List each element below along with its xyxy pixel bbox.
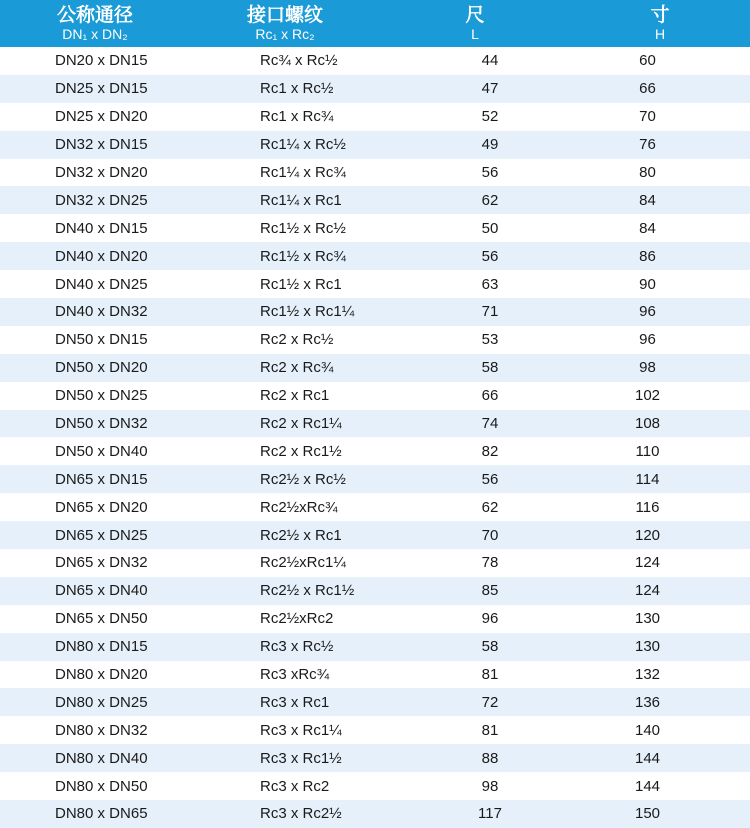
cell-height: 96	[570, 298, 750, 326]
cell-nominal: DN80 x DN40	[0, 744, 190, 772]
cell-length: 74	[380, 410, 570, 438]
table-row	[0, 186, 750, 214]
header-height-sub: H	[654, 25, 666, 42]
cell-length: 96	[481, 610, 499, 628]
cell-nominal: DN32 x DN15	[0, 131, 190, 159]
cell-thread: Rc3 xRc¾	[260, 666, 330, 684]
table-row	[0, 661, 750, 689]
cell-length: 81	[481, 721, 499, 739]
header-thread	[190, 0, 380, 47]
cell-nominal: DN25 x DN20	[55, 108, 148, 126]
table-row	[0, 549, 750, 577]
cell-height: 80	[639, 164, 656, 181]
cell-length: 71	[380, 298, 570, 326]
cell-length: 58	[380, 354, 570, 382]
cell-length: 98	[481, 777, 499, 795]
header-nominal-sub: DN₁ x DN₂	[62, 25, 128, 42]
header-nominal-title: 公称通径	[56, 4, 133, 26]
cell-length: 85	[380, 577, 570, 605]
cell-height: 136	[570, 688, 750, 716]
header-height	[570, 0, 750, 47]
cell-height: 132	[634, 666, 661, 684]
cell-height: 114	[570, 465, 750, 493]
cell-thread: Rc1¼ x Rc½	[190, 131, 380, 159]
cell-nominal: DN50 x DN20	[0, 354, 190, 382]
cell-nominal: DN32 x DN25	[0, 186, 190, 214]
table-row	[0, 437, 750, 465]
cell-thread: Rc1¼ x Rc¾	[260, 164, 346, 181]
cell-nominal: DN50 x DN40	[55, 442, 148, 460]
cell-height: 70	[639, 108, 656, 126]
cell-thread: Rc¾ x Rc½	[260, 52, 338, 70]
cell-length: 44	[481, 52, 499, 70]
table-row	[0, 270, 750, 298]
table-row	[0, 47, 750, 75]
cell-length: 72	[380, 688, 570, 716]
cell-thread: Rc2½ x Rc1	[190, 521, 380, 549]
cell-thread: Rc3 x Rc1¼	[260, 721, 342, 739]
table-row	[0, 493, 750, 521]
cell-nominal: DN40 x DN20	[0, 242, 190, 270]
table-row	[0, 298, 750, 326]
cell-length: 49	[380, 131, 570, 159]
cell-nominal: DN65 x DN32	[55, 554, 148, 572]
cell-length: 56	[380, 242, 570, 270]
cell-nominal: DN80 x DN15	[0, 633, 190, 661]
cell-height: 60	[639, 52, 656, 70]
cell-height: 144	[634, 777, 661, 795]
cell-thread: Rc2½ x Rc1½	[190, 577, 380, 605]
cell-height: 116	[635, 498, 660, 516]
table-row	[0, 772, 750, 800]
cell-height: 102	[634, 387, 661, 405]
table-row	[0, 159, 750, 187]
cell-length: 62	[481, 498, 499, 516]
table-row	[0, 103, 750, 131]
table-row	[0, 354, 750, 382]
cell-thread: Rc1 x Rc½	[190, 75, 380, 103]
table-row	[0, 688, 750, 716]
cell-nominal: DN65 x DN15	[0, 465, 190, 493]
cell-length: 66	[481, 387, 499, 405]
cell-nominal: DN80 x DN50	[55, 777, 148, 795]
cell-length: 58	[380, 633, 570, 661]
cell-thread: Rc1½ x Rc½	[260, 219, 346, 237]
cell-height: 84	[570, 186, 750, 214]
cell-nominal: DN50 x DN25	[55, 387, 148, 405]
table-row	[0, 633, 750, 661]
cell-height: 86	[570, 242, 750, 270]
cell-thread: Rc2 x Rc½	[260, 331, 334, 349]
cell-nominal: DN25 x DN15	[0, 75, 190, 103]
cell-height: 108	[570, 410, 750, 438]
cell-height: 124	[570, 577, 750, 605]
header-thread-title: 接口螺纹	[246, 4, 323, 26]
cell-nominal: DN40 x DN32	[0, 298, 190, 326]
cell-height: 98	[570, 354, 750, 382]
header-length	[380, 0, 570, 47]
cell-thread: Rc2½ x Rc½	[190, 465, 380, 493]
header-height-title: 寸	[650, 4, 670, 26]
cell-thread: Rc2 x Rc1¼	[190, 410, 380, 438]
table-row	[0, 465, 750, 493]
cell-length: 82	[481, 442, 499, 460]
cell-thread: Rc3 x Rc1½	[190, 744, 380, 772]
table-row	[0, 800, 750, 828]
cell-nominal: DN80 x DN25	[0, 688, 190, 716]
cell-nominal: DN80 x DN20	[55, 666, 148, 684]
table-row	[0, 577, 750, 605]
header-nominal-diameter	[0, 0, 190, 47]
table-row	[0, 521, 750, 549]
cell-thread: Rc3 x Rc2	[260, 777, 330, 795]
cell-nominal: DN32 x DN20	[55, 164, 148, 181]
cell-thread: Rc3 x Rc2½	[190, 800, 380, 828]
cell-thread: Rc1½ x Rc1	[260, 275, 342, 293]
cell-thread: Rc2½xRc1¼	[260, 554, 346, 572]
cell-thread: Rc1½ x Rc¾	[190, 242, 380, 270]
cell-length: 62	[380, 186, 570, 214]
cell-length: 56	[481, 164, 499, 181]
cell-height: 96	[639, 331, 656, 349]
cell-thread: Rc1¼ x Rc1	[190, 186, 380, 214]
table-row	[0, 75, 750, 103]
cell-height: 76	[570, 131, 750, 159]
cell-thread: Rc2 x Rc1½	[260, 442, 342, 460]
table-row	[0, 605, 750, 633]
cell-height: 130	[634, 610, 661, 628]
cell-length: 88	[380, 744, 570, 772]
cell-height: 124	[634, 554, 661, 572]
table-row	[0, 131, 750, 159]
cell-height: 130	[570, 633, 750, 661]
cell-nominal: DN40 x DN15	[55, 219, 148, 237]
table-header	[0, 0, 750, 47]
cell-length: 52	[481, 108, 499, 126]
cell-thread: Rc2½xRc2	[260, 610, 334, 628]
header-length-title: 尺	[465, 4, 485, 26]
table-body	[0, 47, 750, 828]
cell-length: 53	[481, 331, 499, 349]
cell-nominal: DN40 x DN25	[55, 275, 148, 293]
cell-height: 110	[635, 442, 660, 460]
cell-length: 50	[481, 219, 499, 237]
cell-height: 66	[570, 75, 750, 103]
table-row	[0, 410, 750, 438]
cell-length: 81	[481, 666, 499, 684]
cell-height: 144	[570, 744, 750, 772]
cell-length: 63	[481, 275, 499, 293]
cell-height: 150	[570, 800, 750, 828]
cell-length: 47	[380, 75, 570, 103]
cell-thread: Rc1½ x Rc1¼	[190, 298, 380, 326]
cell-thread: Rc1 x Rc¾	[260, 108, 334, 126]
cell-height: 140	[634, 721, 661, 739]
header-length-sub: L	[471, 25, 479, 42]
cell-nominal: DN65 x DN20	[55, 498, 148, 516]
table-row	[0, 326, 750, 354]
cell-nominal: DN65 x DN50	[55, 610, 148, 628]
cell-length: 56	[380, 465, 570, 493]
cell-thread: Rc3 x Rc½	[190, 633, 380, 661]
cell-nominal: DN80 x DN65	[0, 800, 190, 828]
table-row	[0, 214, 750, 242]
table-row	[0, 242, 750, 270]
cell-length: 117	[380, 800, 570, 828]
header-thread-sub: Rc₁ x Rc₂	[255, 25, 315, 42]
cell-height: 90	[639, 275, 656, 293]
cell-height: 120	[570, 521, 750, 549]
cell-nominal: DN20 x DN15	[55, 52, 148, 70]
cell-nominal: DN80 x DN32	[55, 721, 148, 739]
table-row	[0, 716, 750, 744]
cell-length: 78	[481, 554, 499, 572]
cell-height: 84	[639, 219, 656, 237]
cell-nominal: DN50 x DN15	[55, 331, 148, 349]
cell-thread: Rc2 x Rc¾	[190, 354, 380, 382]
table-row	[0, 744, 750, 772]
cell-nominal: DN65 x DN25	[0, 521, 190, 549]
cell-thread: Rc2½xRc¾	[260, 498, 338, 516]
cell-length: 70	[380, 521, 570, 549]
cell-thread: Rc3 x Rc1	[190, 688, 380, 716]
cell-nominal: DN65 x DN40	[0, 577, 190, 605]
table-row	[0, 382, 750, 410]
cell-nominal: DN50 x DN32	[0, 410, 190, 438]
cell-thread: Rc2 x Rc1	[260, 387, 330, 405]
